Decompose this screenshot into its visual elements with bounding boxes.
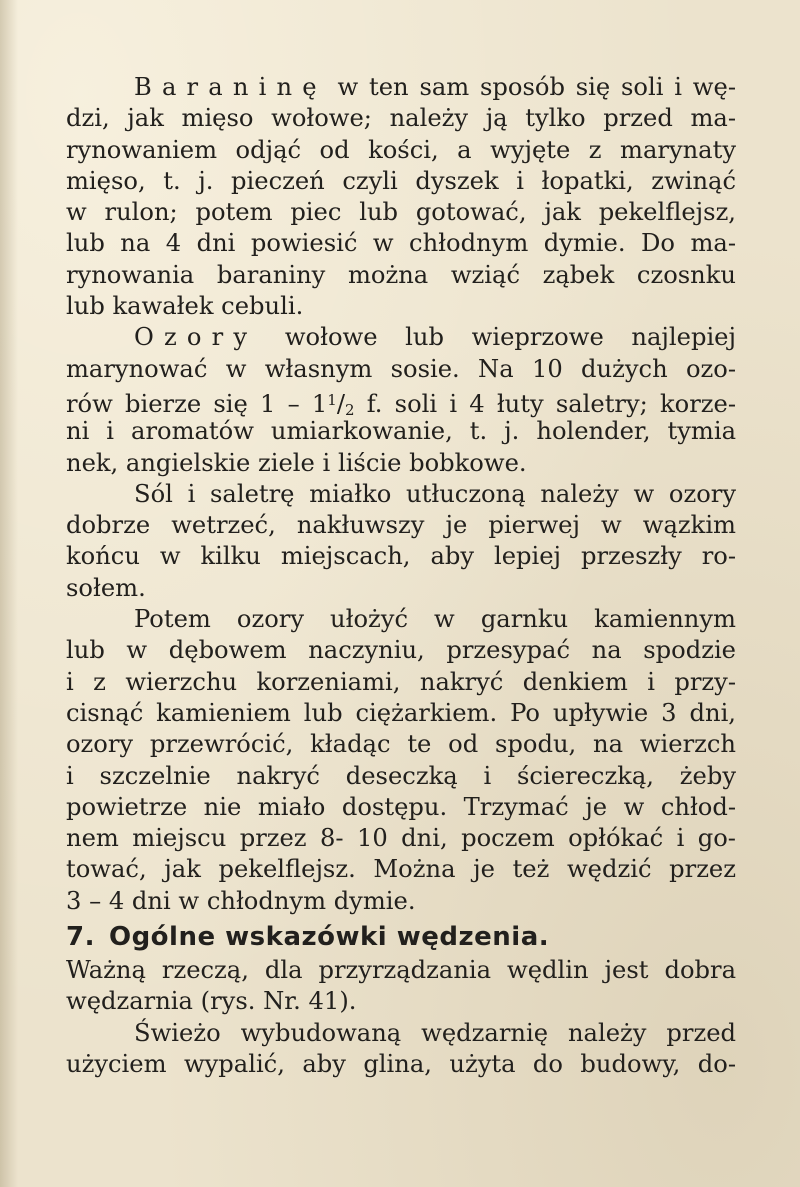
paragraph-4-line-2: lub w dębowem naczyniu, przesypać na spodzie <box>66 636 736 665</box>
paragraph-4-line-1: Potem ozory ułożyć w garnku kamiennym <box>134 605 736 634</box>
section-title: Ogólne wskazówki wędzenia. <box>108 922 550 953</box>
paragraph-4-line-5: ozory przewrócić, kładąc te od spodu, na wierzch <box>66 730 736 759</box>
paragraph-2-line-1: Ozory wołowe lub wieprzowe najlepiej <box>134 323 736 352</box>
paragraph-2-line-4: ni i aromatów umiarkowanie, t. j. holender, tymia <box>66 417 736 446</box>
paragraph-4-line-8: nem miejscu przez 8- 10 dni, poczem opłókać i go- <box>66 824 736 853</box>
fraction-numerator: 1 <box>327 390 337 409</box>
paragraph-4-line-9: tować, jak pekelflejsz. Można je też wędzić przez <box>66 855 736 884</box>
paragraph-1-line-3: rynowaniem odjąć od kości, a wyjęte z marynaty <box>66 135 736 164</box>
paragraph-1-line-6: lub na 4 dni powiesić w chłodnym dymie. Do ma- <box>66 229 736 258</box>
paragraph-4-line-4: cisnąć kamieniem lub ciężarkiem. Po upływie 3 dni, <box>66 698 736 727</box>
lead-word-ozory: Ozory <box>134 323 258 352</box>
paragraph-5-line-1: Ważną rzeczą, dla przyrządzania wędlin jest dobra <box>66 956 736 985</box>
page-edge-shadow <box>0 0 18 1187</box>
lead-word-baranine: Baraninę <box>134 73 327 101</box>
paragraph-3-line-3: końcu w kilku miejscach, aby lepiej przeszły ro- <box>66 542 736 571</box>
paragraph-3-line-1: Sól i saletrę miałko utłuczoną należy w ozory <box>134 479 736 508</box>
paragraph-1-line-5: w rulon; potem piec lub gotować, jak pekelflejsz, <box>66 198 736 227</box>
paragraph-4-line-10: 3 – 4 dni w chłodnym dymie. <box>66 886 416 915</box>
paragraph-1-line-7: rynowania baraniny można wziąć ząbek czosnku <box>66 260 736 289</box>
section-heading <box>66 921 736 955</box>
paragraph-2-line-3: rów bierze się $1 - 1^1/_2$ f. soli i 4 łuty saletry; korze- <box>66 389 736 419</box>
paragraph-2-line-2: marynować w własnym sosie. Na 10 dużych ozo- <box>66 354 736 383</box>
paragraph-5-line-2: wędzarnia (rys. Nr. 41). <box>66 987 357 1016</box>
paragraph-1-line-8: lub kawałek cebuli. <box>66 292 304 321</box>
paragraph-3-line-2: dobrze wetrzeć, nakłuwszy je pierwej w wązkim <box>66 511 736 540</box>
paragraph-6-line-2: użyciem wypalić, aby glina, użyta do budowy, do- <box>66 1049 736 1078</box>
paragraph-1-line-2: dzi, jak mięso wołowe; należy ją tylko przed ma- <box>66 104 736 133</box>
paragraph-6-line-1: Świeżo wybudowaną wędzarnię należy przed <box>134 1018 736 1047</box>
paragraph-1-line-4: mięso, t. j. pieczeń czyli dyszek i łopatki, zwinąć <box>66 166 736 195</box>
page-text <box>66 72 736 1080</box>
paragraph-4-line-7: powietrze nie miało dostępu. Trzymać je w chłod- <box>66 792 736 821</box>
paragraph-4-line-3: i z wierzchu korzeniami, nakryć denkiem i przy- <box>66 667 736 696</box>
paragraph-2-line-5: nek, angielskie ziele i liście bobkowe. <box>66 448 527 477</box>
section-number: 7. <box>66 922 95 953</box>
paragraph-1-line-1: Baraninę w ten sam sposób się soli i wę- <box>134 73 736 101</box>
paragraph-3-line-4: sołem. <box>66 573 146 602</box>
fraction-denominator: 2 <box>344 400 355 419</box>
paragraph-4-line-6: i szczelnie nakryć deseczką i ściereczką, żeby <box>66 761 736 790</box>
